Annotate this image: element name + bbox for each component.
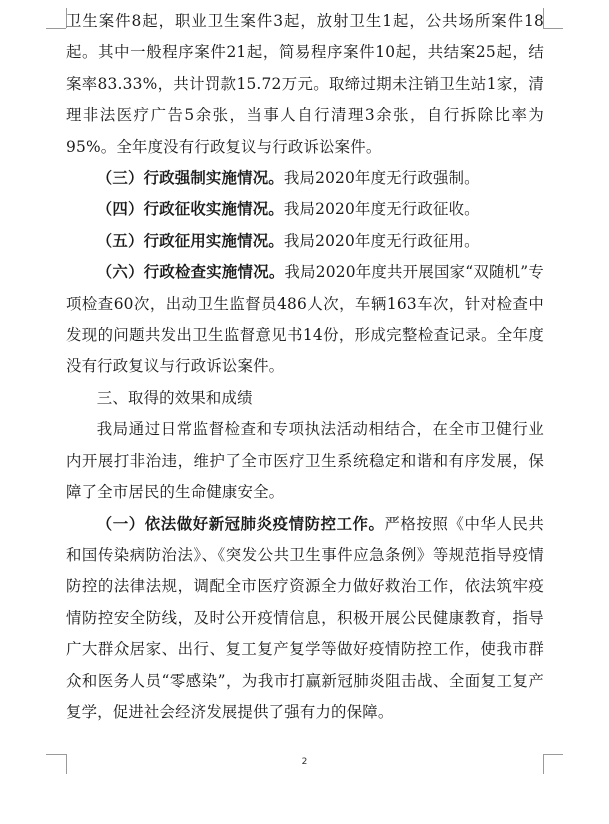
subsection-text: 严格按照《中华人民共和国传染病防治法》、《突发公共卫生事件应急条例》等规范指导疫情防控的法律法规，调配全市医疗资源全力做好救治工作，依法筑牢疫情防控安全防线，及时公开疫情信息，积极开展公民健康教育，指导广大群众居家、出行、复工复产复学等做好疫情防控工作，使我市群众和医务人员“零感染”，为我市打赢新冠肺炎阻击战、全面复工复产复学，促进社会经济发展提供了强有力的保障。 — [66, 514, 544, 721]
paragraph-epidemic-control — [66, 509, 544, 729]
paragraph-administrative-requisition — [66, 226, 544, 257]
item-text: 我局2020年度共开展国家“双随机”专项检查60次，出动卫生监督员486人次，车辆163车次，针对检查中发现的问题共发出卫生监督意见书14份，形成完整检查记录。全年度没有行政复议与行政诉讼案件。 — [66, 263, 544, 376]
section-heading-results: 三、取得的效果和成绩 — [96, 388, 253, 407]
document-body — [66, 6, 544, 728]
paragraph-administrative-coercion — [66, 163, 544, 194]
item-text: 我局2020年度无行政征收。 — [283, 200, 480, 219]
page-number: 2 — [301, 757, 308, 767]
paragraph-administrative-levy — [66, 194, 544, 225]
item-text: 我局2020年度无行政强制。 — [283, 169, 480, 188]
subsection-title: （一）依法做好新冠肺炎疫情防控工作。 — [96, 514, 385, 533]
crop-mark-top-right-h — [543, 28, 563, 29]
crop-mark-bottom-right-h — [543, 754, 563, 755]
crop-mark-top-left-h — [46, 28, 66, 29]
paragraph-administrative-inspection — [66, 257, 544, 383]
crop-mark-bottom-left-h — [46, 754, 66, 755]
item-title: （六）行政检查实施情况。 — [96, 263, 285, 282]
item-title: （五）行政征用实施情况。 — [96, 231, 284, 250]
item-title: （三）行政强制实施情况。 — [96, 169, 284, 188]
paragraph-case-statistics: 卫生案件8起，职业卫生案件3起，放射卫生1起，公共场所案件18起。其中一般程序案件21起，简易程序案件10起，共结案25起，结案率83.33%，共计罚款15.72万元。取缔过期未注销卫生站1家，清理非法医疗广告5余张，当事人自行清理3余张，自行拆除比率为95%。全年度没有行政复议与行政诉讼案件。 — [66, 12, 544, 156]
paragraph-results-intro: 我局通过日常监督检查和专项执法活动相结合，在全市卫健行业内开展打非治违，维护了全市医疗卫生系统稳定和谐和有序发展，保障了全市居民的生命健康安全。 — [66, 420, 544, 502]
item-text: 我局2020年度无行政征用。 — [283, 231, 480, 250]
item-title: （四）行政征收实施情况。 — [96, 200, 284, 219]
